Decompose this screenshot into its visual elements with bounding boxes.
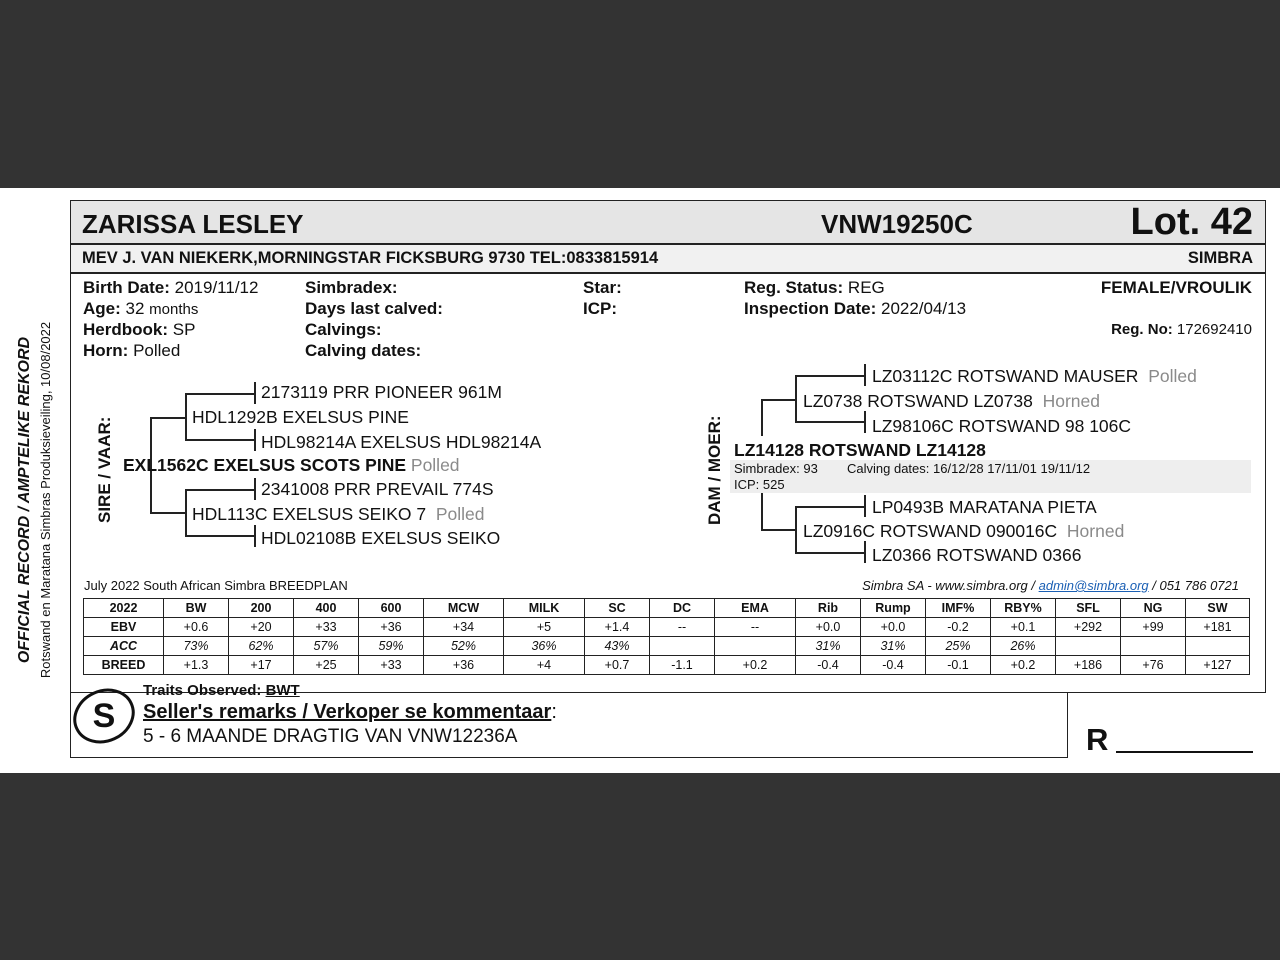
simbradex-label: Simbradex:	[305, 278, 398, 297]
table-cell: +17	[229, 656, 294, 675]
ds-connector-top	[795, 375, 865, 377]
owner-details: MEV J. VAN NIEKERK,MORNINGSTAR FICKSBURG 9730 TEL:0833815914	[82, 249, 659, 267]
table-cell: +25	[294, 656, 359, 675]
simbra-logo-icon	[71, 686, 139, 748]
dam-connector-top	[761, 399, 797, 401]
col-imf: IMF%	[926, 599, 991, 618]
herdbook: Herdbook: SP	[83, 320, 196, 339]
ss-connector	[185, 393, 187, 441]
age: Age: 32 months	[83, 299, 199, 318]
col-milk: MILK	[504, 599, 585, 618]
ddd-tick	[864, 541, 866, 563]
calving-dates-label: Calving dates:	[305, 341, 422, 360]
table-cell: EBV	[84, 618, 164, 637]
sire-connector-top	[150, 417, 186, 419]
col-sc: SC	[585, 599, 650, 618]
col-bw: BW	[164, 599, 229, 618]
table-cell: +0.0	[861, 618, 926, 637]
table-cell: +0.6	[164, 618, 229, 637]
ds-connector-bottom	[795, 421, 865, 423]
table-cell: 43%	[585, 637, 650, 656]
table-cell: +0.0	[796, 618, 861, 637]
col-400: 400	[294, 599, 359, 618]
sire-name: EXL1562C EXELSUS SCOTS PINE Polled	[123, 455, 460, 475]
horn-status: Horn: Polled	[83, 341, 181, 360]
table-cell: 31%	[861, 637, 926, 656]
catalogue-sheet	[0, 188, 1280, 773]
sire-connector-bottom	[150, 512, 186, 514]
table-cell: ACC	[84, 637, 164, 656]
table-header-row	[84, 599, 1250, 618]
sdd-tick	[254, 525, 256, 547]
auction-caption: Rotswand en Maratana Simbras Produksieveiling, 10/08/2022	[38, 321, 53, 679]
sd-connector	[185, 489, 187, 537]
reg-status: Reg. Status: REG	[744, 278, 885, 297]
table-cell: 62%	[229, 637, 294, 656]
table-cell: -1.1	[650, 656, 715, 675]
table-cell: +186	[1056, 656, 1121, 675]
col-sfl: SFL	[1056, 599, 1121, 618]
inspection-date: Inspection Date: 2022/04/13	[744, 299, 967, 318]
sss-tick	[254, 382, 256, 404]
col-ema: EMA	[715, 599, 796, 618]
sire-dam: HDL113C EXELSUS SEIKO 7 Polled	[192, 504, 485, 524]
col-ng: NG	[1121, 599, 1186, 618]
birth-date: Birth Date: 2019/11/12	[83, 278, 259, 297]
table-cell: BREED	[84, 656, 164, 675]
animal-id: VNW19250C	[821, 209, 973, 239]
table-cell	[715, 637, 796, 656]
sire-sire-sire: 2173119 PRR PIONEER 961M	[261, 382, 502, 402]
col-200: 200	[229, 599, 294, 618]
col-sw: SW	[1186, 599, 1250, 618]
dds-tick	[864, 495, 866, 517]
col-mcw: MCW	[424, 599, 504, 618]
table-cell: +1.4	[585, 618, 650, 637]
table-row-ebv	[84, 618, 1250, 637]
table-cell: -0.4	[861, 656, 926, 675]
table-cell: 25%	[926, 637, 991, 656]
sex-label: FEMALE/VROULIK	[1100, 278, 1252, 297]
dam-sire-sire: LZ03112C ROTSWAND MAUSER Polled	[872, 366, 1197, 386]
dam-connector-down	[761, 493, 763, 531]
col-600: 600	[359, 599, 424, 618]
table-cell: +0.7	[585, 656, 650, 675]
table-cell: +5	[504, 618, 585, 637]
table-cell: -0.2	[926, 618, 991, 637]
side-caption	[16, 188, 76, 700]
table-cell: -0.4	[796, 656, 861, 675]
svg-text:S: S	[92, 697, 116, 735]
ss-connector-top	[185, 393, 255, 395]
dam-connector-up	[761, 399, 763, 436]
sire-dam-sire: 2341008 PRR PREVAIL 774S	[261, 479, 494, 499]
dam-dam: LZ0916C ROTSWAND 090016C Horned	[803, 521, 1125, 541]
dam-icp: ICP: 525	[734, 477, 785, 492]
price-field[interactable]	[1116, 751, 1253, 753]
dsd-tick	[864, 411, 866, 433]
table-cell: 36%	[504, 637, 585, 656]
dam-dam-dam: LZ0366 ROTSWAND 0366	[872, 545, 1082, 565]
table-cell: +36	[424, 656, 504, 675]
sire-sire: HDL1292B EXELSUS PINE	[192, 407, 409, 427]
table-cell: 31%	[796, 637, 861, 656]
sd-connector-top	[185, 489, 255, 491]
lot-number: Lot. 42	[1130, 201, 1253, 243]
days-last-calved-label: Days last calved:	[305, 299, 443, 318]
ds-connector	[795, 375, 797, 423]
table-cell: +292	[1056, 618, 1121, 637]
table-cell: +1.3	[164, 656, 229, 675]
table-cell: --	[715, 618, 796, 637]
table-cell: 52%	[424, 637, 504, 656]
table-cell	[1056, 637, 1121, 656]
dam-section-label: DAM / MOER:	[705, 415, 724, 525]
official-record-label: OFFICIAL RECORD / AMPTELIKE REKORD	[16, 336, 33, 664]
table-cell	[1121, 637, 1186, 656]
col-rump: Rump	[861, 599, 926, 618]
table-cell: +0.1	[991, 618, 1056, 637]
table-cell: +4	[504, 656, 585, 675]
registration-number: Reg. No: 172692410	[1111, 321, 1252, 338]
table-cell: +0.2	[715, 656, 796, 675]
animal-name: ZARISSA LESLEY	[82, 209, 304, 239]
table-cell: +20	[229, 618, 294, 637]
table-cell	[650, 637, 715, 656]
col-rib: Rib	[796, 599, 861, 618]
col-year: 2022	[84, 599, 164, 618]
table-cell: +33	[294, 618, 359, 637]
dd-connector-top	[795, 506, 865, 508]
table-cell: +0.2	[991, 656, 1056, 675]
sire-sire-dam: HDL98214A EXELSUS HDL98214A	[261, 432, 542, 452]
table-cell: +181	[1186, 618, 1250, 637]
ss-connector-bottom	[185, 439, 255, 441]
table-cell: +33	[359, 656, 424, 675]
price-prefix: R	[1086, 722, 1109, 757]
dss-tick	[864, 364, 866, 386]
dd-connector-bottom	[795, 552, 865, 554]
dam-sire-dam: LZ98106C ROTSWAND 98 106C	[872, 416, 1132, 436]
breed-label: SIMBRA	[1187, 249, 1253, 267]
table-cell: +36	[359, 618, 424, 637]
dd-connector	[795, 506, 797, 554]
table-cell: 73%	[164, 637, 229, 656]
table-cell	[1186, 637, 1250, 656]
ebv-table	[83, 598, 1250, 675]
email-link[interactable]: admin@simbra.org	[1038, 578, 1149, 593]
sd-connector-bottom	[185, 535, 255, 537]
dam-simbradex: Simbradex: 93	[734, 461, 818, 476]
col-dc: DC	[650, 599, 715, 618]
table-cell: +76	[1121, 656, 1186, 675]
dam-connector-bottom	[761, 529, 797, 531]
dam-dam-sire: LP0493B MARATANA PIETA	[872, 497, 1097, 517]
table-cell: 59%	[359, 637, 424, 656]
table-cell: -0.1	[926, 656, 991, 675]
table-cell: +127	[1186, 656, 1250, 675]
star-label: Star:	[583, 278, 622, 297]
table-row-breed	[84, 656, 1250, 675]
icp-label: ICP:	[583, 299, 617, 318]
ssd-tick	[254, 429, 256, 451]
sire-dam-dam: HDL02108B EXELSUS SEIKO	[261, 528, 501, 548]
calvings-label: Calvings:	[305, 320, 382, 339]
table-cell: 26%	[991, 637, 1056, 656]
table-row-acc	[84, 637, 1250, 656]
title-bar	[70, 200, 1266, 244]
col-rby: RBY%	[991, 599, 1056, 618]
table-cell: +34	[424, 618, 504, 637]
table-cell: 57%	[294, 637, 359, 656]
seller-remarks: 5 - 6 MAANDE DRAGTIG VAN VNW12236A	[143, 726, 518, 747]
traits-observed: Traits Observed: BWT	[143, 682, 300, 699]
remarks-heading: Seller's remarks / Verkoper se kommentaar:	[143, 701, 557, 723]
owner-bar	[70, 244, 1266, 273]
sire-section-label: SIRE / VAAR:	[95, 416, 114, 523]
simbra-contact: Simbra SA - www.simbra.org / admin@simbra.org / 051 786 0721	[862, 578, 1239, 593]
table-cell: --	[650, 618, 715, 637]
dam-name: LZ14128 ROTSWAND LZ14128	[734, 440, 986, 460]
breedplan-caption: July 2022 South African Simbra BREEDPLAN	[84, 578, 348, 593]
dam-sire: LZ0738 ROTSWAND LZ0738 Horned	[803, 391, 1100, 411]
sds-tick	[254, 478, 256, 500]
dam-calving-dates: Calving dates: 16/12/28 17/11/01 19/11/12	[847, 461, 1091, 476]
table-cell: +99	[1121, 618, 1186, 637]
